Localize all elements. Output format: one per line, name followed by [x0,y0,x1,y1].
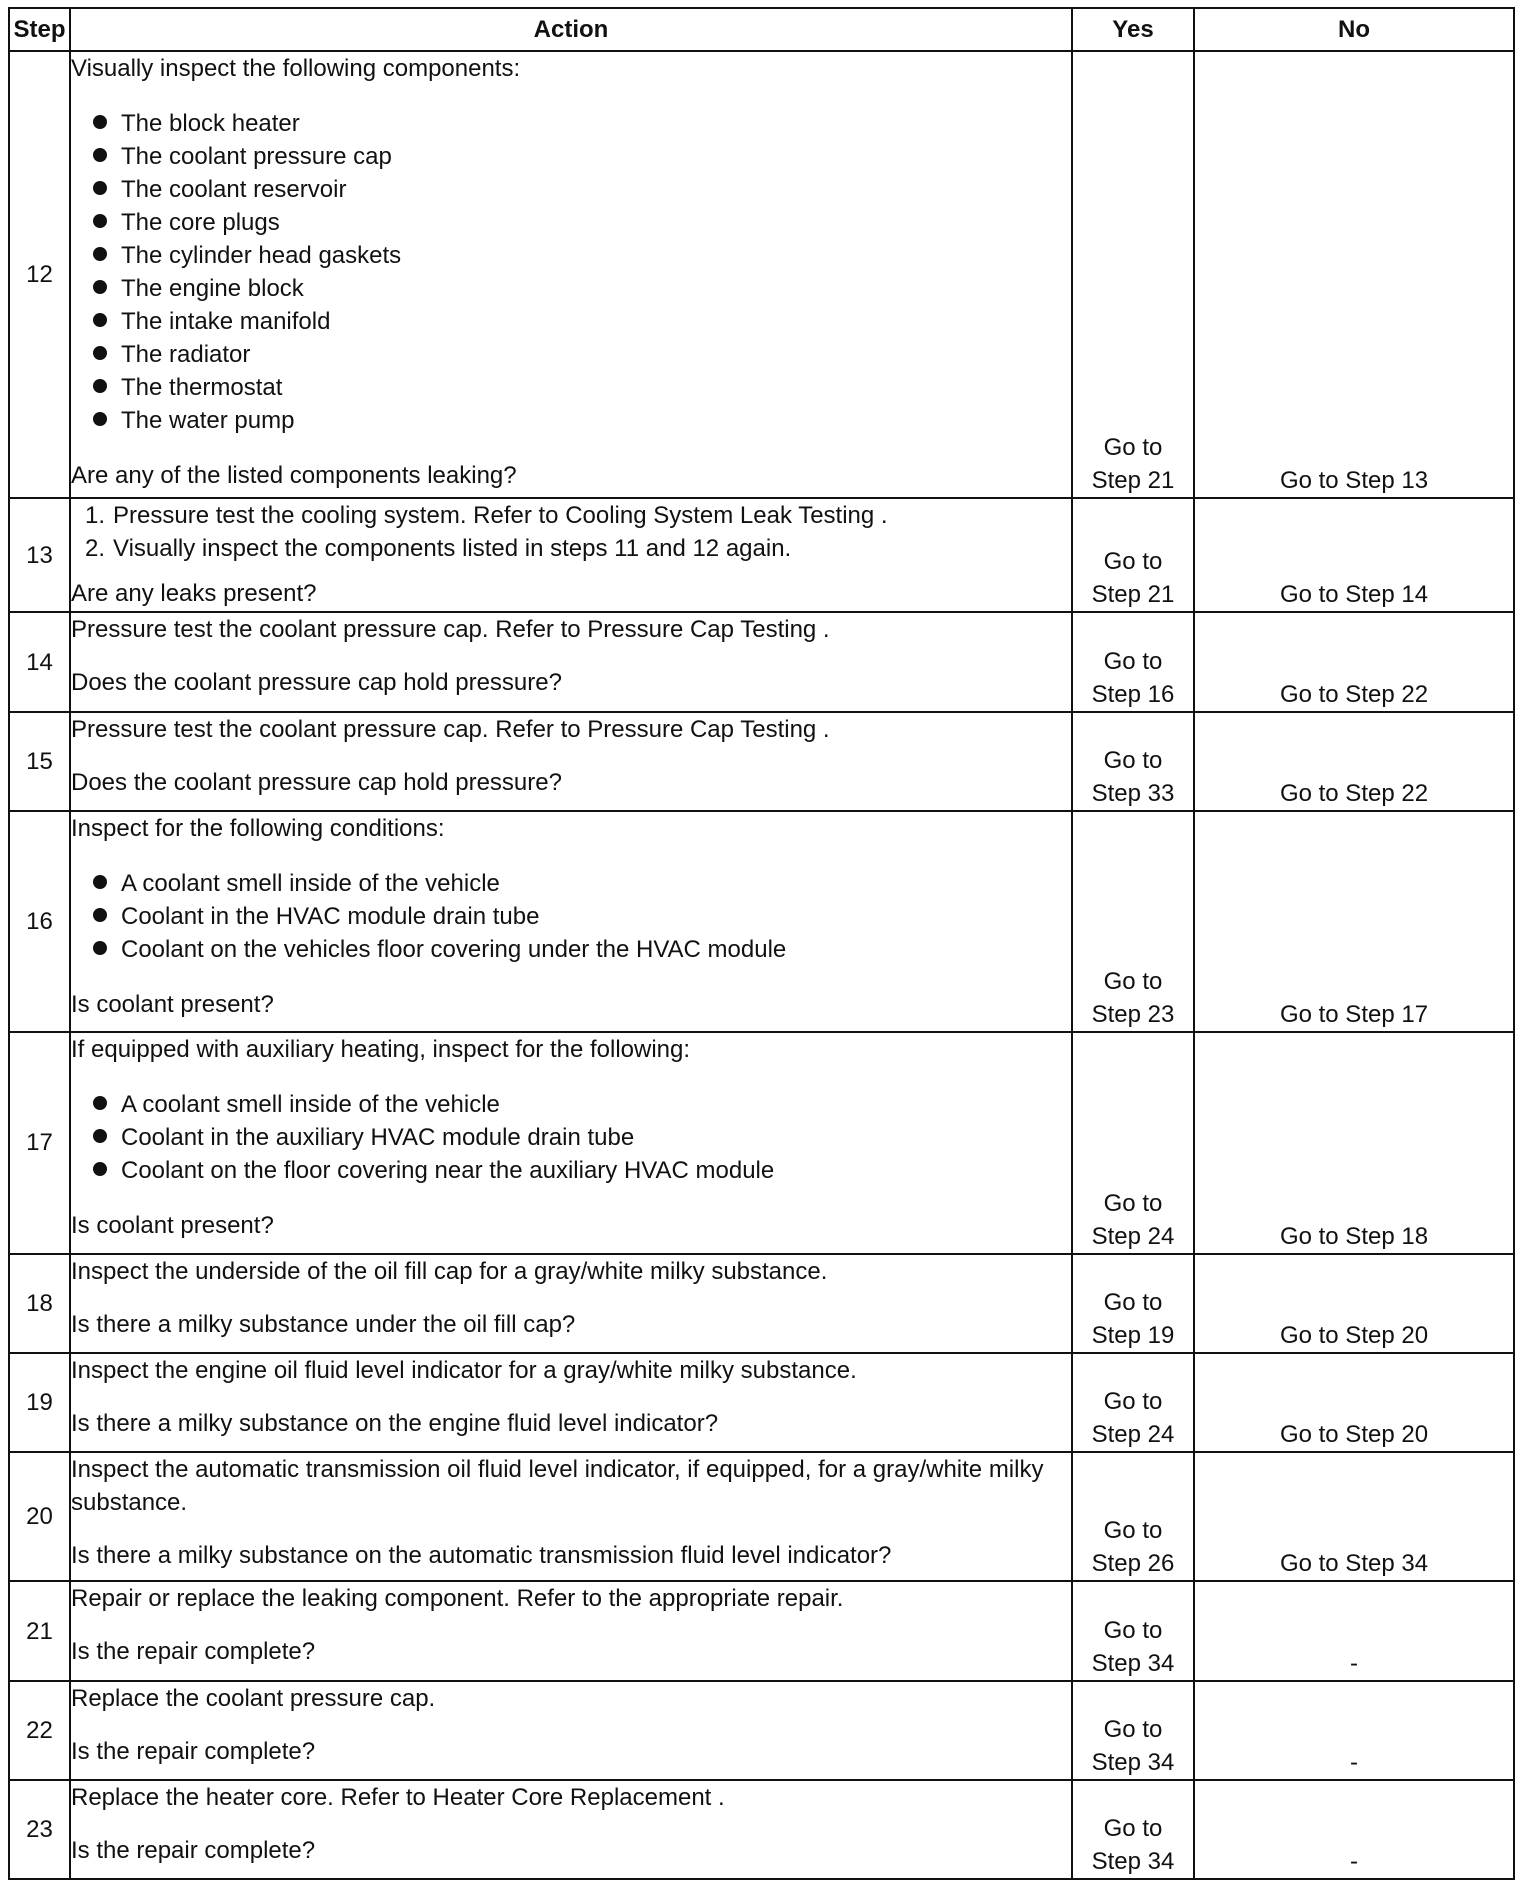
bullet-icon [93,247,107,261]
table-row [9,811,1514,1033]
action-question: Are any leaks present? [71,580,317,608]
list-item-number: 2. [85,535,106,563]
no-cell: - [1194,1681,1514,1780]
list-item-text: Coolant on the vehicles floor covering under the HVAC module [121,935,787,963]
step-number: 17 [9,1032,70,1254]
list-item-text: A coolant smell inside of the vehicle [121,869,500,897]
yes-cell [1072,1032,1194,1254]
yes-goto-label: Go to [1103,1616,1163,1644]
bullet-icon [93,148,107,162]
bullet-icon [93,941,107,955]
yes-goto-step: Step 33 [1091,779,1175,807]
list-item-text: The coolant reservoir [121,176,347,203]
bullet-icon [93,1162,107,1176]
no-cell: Go to Step 20 [1194,1254,1514,1353]
diagnostic-table [8,7,1515,1880]
header-no: No [1194,8,1514,51]
list-item [93,173,1071,206]
step-number: 16 [9,811,70,1033]
list-item-text: Coolant on the floor covering near the auxiliary HVAC module [121,1157,775,1185]
list-item-text: The engine block [121,275,304,302]
list-item [85,532,1071,565]
table-row [9,498,1514,612]
list-item-text: A coolant smell inside of the vehicle [121,1091,500,1119]
yes-goto-step: Step 26 [1091,1550,1175,1578]
no-cell: Go to Step 17 [1194,811,1514,1033]
action-intro: Visually inspect the following components: [71,55,521,82]
bullet-list [71,1088,1071,1187]
list-item [93,305,1071,338]
no-cell: Go to Step 14 [1194,498,1514,612]
step-number: 23 [9,1780,70,1879]
yes-goto-label: Go to [1103,1288,1163,1316]
table-row [9,1353,1514,1452]
list-item-text: The radiator [121,341,251,368]
no-cell: Go to Step 20 [1194,1353,1514,1452]
list-item-text: The block heater [121,110,300,137]
yes-goto-step: Step 34 [1091,1649,1175,1677]
bullet-icon [93,379,107,393]
table-row [9,1032,1514,1254]
bullet-icon [93,1096,107,1110]
action-cell [70,811,1072,1033]
action-question: Is coolant present? [71,1212,274,1240]
table-row [9,1780,1514,1879]
yes-cell [1072,498,1194,612]
yes-goto-step: Step 34 [1091,1748,1175,1776]
action-question: Is there a milky substance under the oil fill cap? [71,1310,576,1338]
action-intro: Repair or replace the leaking component. Refer to the appropriate repair. [71,1585,844,1613]
table-row [9,1581,1514,1680]
yes-cell [1072,1452,1194,1581]
list-item-text: The coolant pressure cap [121,143,392,170]
list-item-text: The water pump [121,407,295,434]
list-item [93,107,1071,140]
yes-goto-label: Go to [1103,1388,1163,1415]
action-cell [70,1452,1072,1581]
action-cell [70,1353,1072,1452]
no-cell: Go to Step 13 [1194,51,1514,498]
yes-goto-label: Go to [1103,746,1163,774]
list-item [93,933,1071,966]
action-intro: Pressure test the coolant pressure cap. Refer to Pressure Cap Testing . [71,616,830,644]
step-number: 18 [9,1254,70,1353]
action-question: Is there a milky substance on the engine fluid level indicator? [71,1409,719,1437]
action-question: Are any of the listed components leaking? [71,462,517,489]
action-intro: Inspect for the following conditions: [71,814,445,842]
yes-goto-step: Step 24 [1091,1421,1175,1448]
yes-goto-step: Step 16 [1091,680,1175,708]
list-item [93,867,1071,900]
table-row [9,51,1514,498]
step-number: 13 [9,498,70,612]
bullet-icon [93,908,107,922]
action-cell [70,1681,1072,1780]
action-intro: Inspect the underside of the oil fill cap for a gray/white milky substance. [71,1257,828,1285]
action-intro: Pressure test the coolant pressure cap. Refer to Pressure Cap Testing . [71,715,830,743]
no-cell: Go to Step 22 [1194,612,1514,711]
list-item-text: The thermostat [121,374,283,401]
yes-cell [1072,1353,1194,1452]
list-item-number: 1. [85,502,106,530]
yes-goto-label: Go to [1103,1189,1163,1217]
action-question: Is there a milky substance on the automatic transmission fluid level indicator? [71,1542,892,1569]
bullet-icon [93,115,107,129]
no-cell: Go to Step 34 [1194,1452,1514,1581]
list-item [93,140,1071,173]
action-question: Is the repair complete? [71,1737,316,1765]
yes-goto-step: Step 21 [1091,467,1175,495]
yes-cell [1072,811,1194,1033]
action-cell [70,498,1072,612]
action-intro: Replace the coolant pressure cap. [71,1684,436,1712]
action-question: Does the coolant pressure cap hold pressure? [71,768,562,796]
bullet-icon [93,280,107,294]
action-cell [70,1254,1072,1353]
yes-cell [1072,1681,1194,1780]
no-cell: Go to Step 18 [1194,1032,1514,1254]
bullet-icon [93,313,107,327]
bullet-icon [93,1129,107,1143]
step-number: 12 [9,51,70,498]
step-number: 22 [9,1681,70,1780]
table-row [9,612,1514,711]
yes-goto-step: Step 24 [1091,1222,1175,1250]
list-item-text: Coolant in the HVAC module drain tube [121,902,540,930]
list-item [85,499,1071,532]
action-intro: Inspect the automatic transmission oil fluid level indicator, if equipped, for a gray/white milky substance. [71,1456,1044,1516]
list-item [93,1154,1071,1187]
yes-cell [1072,612,1194,711]
action-question: Is the repair complete? [71,1638,316,1666]
bullet-list [71,867,1071,966]
list-item-text: Visually inspect the components listed in steps 11 and 12 again. [113,535,792,563]
bullet-list [71,107,1071,437]
table-row [9,1452,1514,1581]
list-item-text: The core plugs [121,209,280,236]
no-cell: - [1194,1581,1514,1680]
list-item [93,404,1071,437]
step-number: 21 [9,1581,70,1680]
list-item [93,272,1071,305]
yes-goto-label: Go to [1103,434,1163,462]
yes-cell [1072,1780,1194,1879]
yes-goto-label: Go to [1103,1715,1163,1743]
yes-goto-step: Step 23 [1091,1001,1175,1029]
yes-cell [1072,51,1194,498]
action-cell [70,1032,1072,1254]
list-item-text: Pressure test the cooling system. Refer to Cooling System Leak Testing . [113,502,888,530]
numbered-list [71,499,1071,565]
list-item-text: The intake manifold [121,308,331,335]
table-row [9,1254,1514,1353]
bullet-icon [93,346,107,360]
yes-cell [1072,712,1194,811]
header-action: Action [70,8,1072,51]
no-cell: Go to Step 22 [1194,712,1514,811]
yes-goto-step: Step 19 [1091,1321,1175,1349]
header-yes: Yes [1072,8,1194,51]
yes-goto-label: Go to [1103,548,1163,576]
bullet-icon [93,214,107,228]
action-cell [70,1780,1072,1879]
table-row [9,712,1514,811]
bullet-icon [93,181,107,195]
yes-goto-step: Step 21 [1091,581,1175,609]
header-step: Step [9,8,70,51]
action-intro: Replace the heater core. Refer to Heater Core Replacement . [71,1783,725,1811]
list-item [93,371,1071,404]
list-item-text: Coolant in the auxiliary HVAC module drain tube [121,1124,635,1152]
action-cell [70,1581,1072,1680]
table-row [9,1681,1514,1780]
action-cell [70,51,1072,498]
list-item-text: The cylinder head gaskets [121,242,402,269]
step-number: 15 [9,712,70,811]
step-number: 20 [9,1452,70,1581]
yes-cell [1072,1254,1194,1353]
step-number: 14 [9,612,70,711]
action-intro: If equipped with auxiliary heating, inspect for the following: [71,1036,691,1064]
action-question: Does the coolant pressure cap hold pressure? [71,669,562,697]
action-question: Is coolant present? [71,990,274,1018]
action-question: Is the repair complete? [71,1836,316,1864]
list-item [93,206,1071,239]
bullet-icon [93,875,107,889]
yes-goto-label: Go to [1103,647,1163,675]
step-number: 19 [9,1353,70,1452]
yes-cell [1072,1581,1194,1680]
yes-goto-label: Go to [1103,1517,1163,1545]
yes-goto-step: Step 34 [1091,1848,1175,1875]
action-intro: Inspect the engine oil fluid level indicator for a gray/white milky substance. [71,1356,857,1384]
no-cell: - [1194,1780,1514,1879]
header-row [9,8,1514,51]
yes-goto-label: Go to [1103,968,1163,996]
list-item [93,1088,1071,1121]
yes-goto-label: Go to [1103,1815,1163,1842]
list-item [93,900,1071,933]
list-item [93,1121,1071,1154]
action-cell [70,612,1072,711]
list-item [93,239,1071,272]
action-cell [70,712,1072,811]
list-item [93,338,1071,371]
bullet-icon [93,412,107,426]
